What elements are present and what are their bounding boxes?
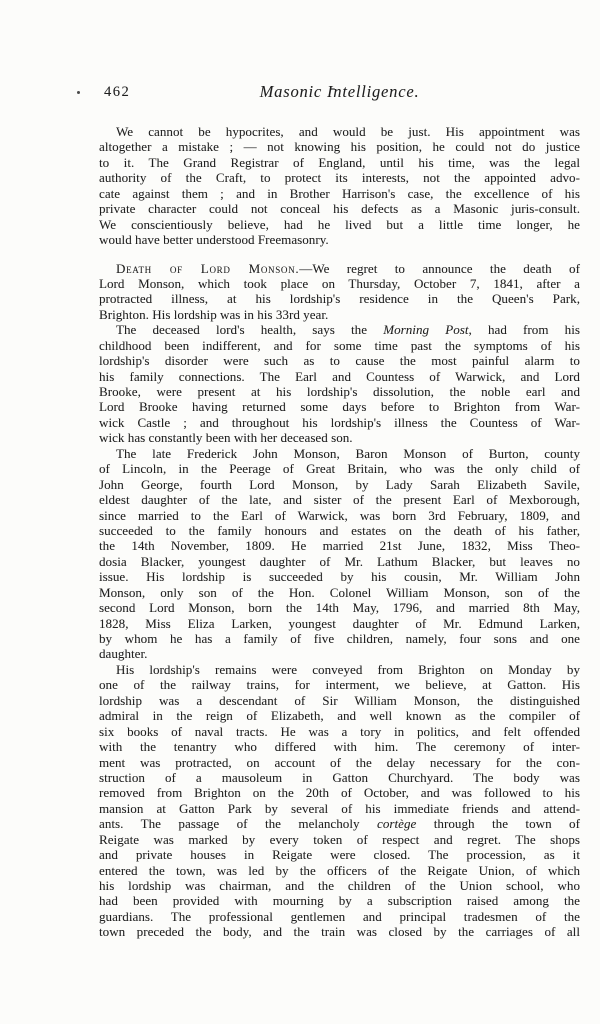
paragraph bbox=[99, 322, 580, 446]
text-line: authority of the Craft, to protect its interests, not the appointed advo- bbox=[99, 170, 580, 186]
ink-speck bbox=[77, 91, 80, 94]
text-line: town preceded the body, and the train was closed by the carriages of all bbox=[99, 924, 580, 940]
text-line: by whom he has a family of five children, namely, four sons and one bbox=[99, 631, 580, 646]
italic-text: cortège bbox=[377, 816, 417, 832]
text-line: one of the railway trains, for interment, we believe, at Gatton. His bbox=[99, 677, 580, 693]
text-line: lordship's disorder were such as to cause the most painful alarm to bbox=[99, 353, 580, 369]
text-line: second Lord Monson, born the 14th May, 1796, and married 8th May, bbox=[99, 600, 580, 616]
text-line: protracted illness, at his lordship's residence in the Queen's Park, bbox=[99, 291, 580, 307]
page-number: 462 bbox=[104, 84, 131, 100]
text-line: Brooke, were present at his lordship's dissolution, the noble earl and bbox=[99, 384, 580, 399]
paragraph bbox=[99, 124, 580, 248]
text-line: private character could not conceal his defects as a Masonic juris-consult. bbox=[99, 201, 580, 217]
text-line: had been provided with mourning by a subscription raised among the bbox=[99, 893, 580, 909]
paragraph bbox=[99, 662, 580, 940]
article-text bbox=[99, 124, 580, 940]
text-line: John George, fourth Lord Monson, by Lady Sarah Elizabeth Savile, bbox=[99, 476, 580, 492]
text-line: wick Castle ; and throughout his lordship's illness the Countess of War- bbox=[99, 414, 580, 430]
text-line: would have better understood Freemasonry. bbox=[99, 232, 329, 248]
text-line: the 14th November, 1809. He married 21st June, 1832, Miss Theo- bbox=[99, 538, 580, 554]
text-line: to it. The Grand Registrar of England, until his time, was the legal bbox=[99, 154, 580, 170]
text-line: guardians. The professional gentlemen and principal tradesmen of the bbox=[99, 908, 580, 924]
paragraph bbox=[99, 261, 580, 323]
text-line: We cannot be hypocrites, and would be just. His appointment was bbox=[116, 124, 580, 139]
text-line: entered the town, was led by the officers of the Reigate Union, of which bbox=[99, 862, 580, 878]
text-line: Death of Lord Monson.—We regret to announce the death of bbox=[116, 260, 580, 276]
text-line: altogether a mistake ; — not knowing his position, he could not do justice bbox=[99, 139, 580, 155]
text-line: removed from Brighton on the 20th of October, and was followed to his bbox=[99, 785, 580, 801]
text-line: His lordship's remains were conveyed from Brighton on Monday by bbox=[116, 661, 580, 677]
text-line: Brighton. His lordship was in his 33rd year. bbox=[99, 306, 329, 322]
text-line: issue. His lordship is succeeded by his cousin, Mr. William John bbox=[99, 569, 580, 585]
text-line: Reigate was marked by every token of respect and regret. The shops bbox=[99, 831, 580, 847]
text-line: childhood been indifferent, and for some time past the symptoms of his bbox=[99, 337, 580, 353]
text-line: since married to the Earl of Warwick, was born 3rd February, 1809, and bbox=[99, 507, 580, 523]
text-line: The late Frederick John Monson, Baron Monson of Burton, county bbox=[116, 445, 580, 461]
text-line: dosia Blacker, youngest daughter of Mr. Lathum Blacker, but leaves no bbox=[99, 553, 580, 569]
text-line: his family connections. The Earl and Countess of Warwick, and Lord bbox=[99, 368, 580, 384]
text-line: Monson, only son of the Hon. Colonel William Monson, son of the bbox=[99, 584, 580, 600]
text-line: eldest daughter of the late, and sister of the present Earl of Mexborough, bbox=[99, 492, 580, 508]
text-line: admiral in the reign of Elizabeth, and well known as the compiler of bbox=[99, 708, 580, 724]
text-line: succeeded to the family honours and estates on the death of his father, bbox=[99, 522, 580, 538]
text-line: and private houses in Reigate were closed. The procession, as it bbox=[99, 847, 580, 863]
text-line: ants. The passage of the melancholy cortège through the town of bbox=[99, 816, 580, 832]
text-line: struction of a mausoleum in Gatton Churchyard. The body was bbox=[99, 769, 580, 785]
text-line: The deceased lord's health, says the Morning Post, had from his bbox=[116, 322, 580, 338]
text-line: mansion at Gatton Park by several of his immediate friends and attend- bbox=[99, 800, 580, 816]
text-line: of Lincoln, in the Peerage of Great Britain, who was the only child of bbox=[99, 461, 580, 477]
text-line: wick has constantly been with her deceased son. bbox=[99, 430, 353, 446]
italic-text: Morning Post bbox=[383, 322, 469, 338]
text-line: six books of naval tracts. He was a tory in politics, and felt offended bbox=[99, 723, 580, 739]
text-line: Lord Monson, which took place on Thursday, October 7, 1841, after a bbox=[99, 275, 580, 291]
paragraph bbox=[99, 446, 580, 662]
page-header bbox=[99, 82, 580, 102]
text-line: We conscientiously believe, had he lived but a little time longer, he bbox=[99, 216, 580, 232]
text-line: his lordship was chairman, and the children of the Union school, who bbox=[99, 878, 580, 893]
text-line: with the tenantry who differed with him. The ceremony of inter- bbox=[99, 739, 580, 755]
text-line: daughter. bbox=[99, 646, 148, 662]
text-line: ment was protracted, on account of the delay necessary for the con- bbox=[99, 754, 580, 770]
running-title: Masonic Intelligence. bbox=[259, 82, 420, 101]
text-line: 1828, Miss Eliza Larken, youngest daughter of Mr. Edmund Larken, bbox=[99, 615, 580, 631]
text-line: lordship was a descendant of Sir William Monson, the distinguished bbox=[99, 692, 580, 708]
text-line: Lord Brooke having returned some days before to Brighton from War- bbox=[99, 399, 580, 415]
text-line: cate against them ; and in Brother Harrison's case, the excellence of his bbox=[99, 185, 580, 201]
smallcaps-heading: Death of Lord Monson. bbox=[116, 260, 300, 276]
